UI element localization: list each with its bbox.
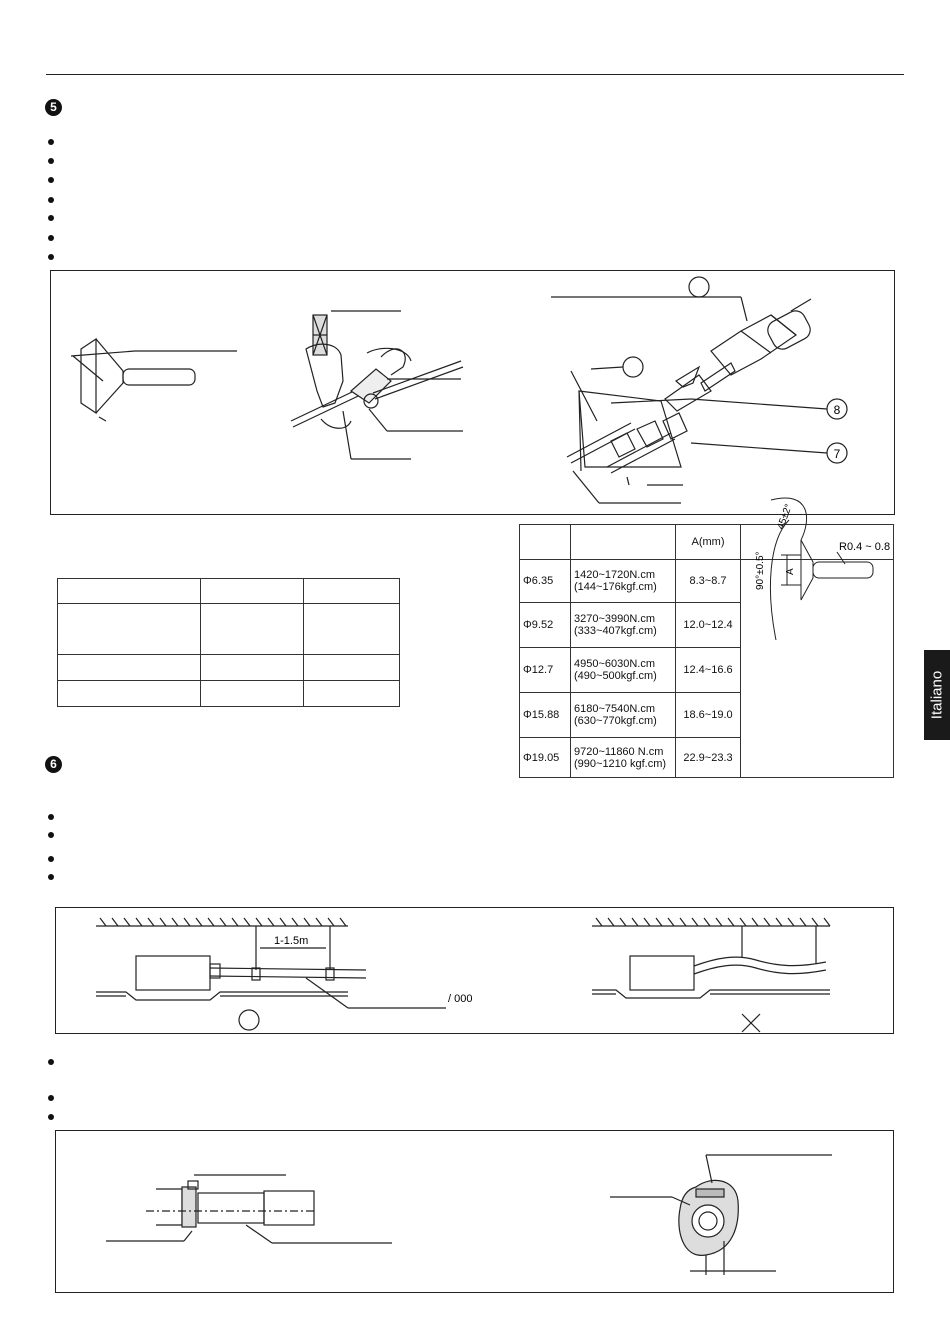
a-cell: 22.9~23.3 [676, 738, 741, 778]
language-tab[interactable] [924, 650, 950, 740]
empty-table [57, 578, 400, 707]
size-cell: Φ6.35 [520, 560, 571, 603]
header-rule [46, 74, 904, 75]
flare-profile-drawing [741, 460, 891, 660]
figure-insulation [55, 1130, 894, 1293]
a-cell: 8.3~8.7 [676, 560, 741, 603]
flare-profile-cell [741, 502, 894, 778]
table-row [520, 560, 894, 603]
flare-angle-top: 45±2° [775, 502, 795, 532]
a-cell: 12.4~16.6 [676, 648, 741, 693]
header-a: A(mm) [676, 525, 741, 560]
bullet [48, 1095, 54, 1101]
torque-cell: 4950~6030N.cm (490~500kgf.cm) [571, 648, 676, 693]
a-cell: 18.6~19.0 [676, 693, 741, 738]
bullet [48, 874, 54, 880]
bullet [48, 832, 54, 838]
pipe-support-drawing [56, 908, 895, 1035]
bullet [48, 856, 54, 862]
figure-pipe-support [55, 907, 894, 1034]
bullet [48, 1114, 54, 1120]
torque-cell: 9720~11860 N.cm (990~1210 kgf.cm) [571, 738, 676, 778]
flare-a-mark: A [785, 568, 796, 575]
torque-cell: 6180~7540N.cm (630~770kgf.cm) [571, 693, 676, 738]
flare-radius: R0.4 ~ 0.8 [839, 541, 891, 553]
bullet [48, 139, 54, 145]
a-cell: 12.0~12.4 [676, 603, 741, 648]
bullet [48, 177, 54, 183]
size-cell: Φ19.05 [520, 738, 571, 778]
span-label: 1-1.5m [274, 935, 309, 947]
language-tab-label: Italiano [928, 670, 946, 720]
bullet [48, 254, 54, 260]
step-5-badge: 5 [45, 99, 62, 116]
bullet [48, 215, 54, 221]
callout-7: 7 [833, 447, 841, 461]
flare-angle-side: 90°±0.5° [755, 551, 766, 590]
bullet [48, 197, 54, 203]
step-6-badge: 6 [45, 756, 62, 773]
bullet [48, 1059, 54, 1065]
bullet [48, 158, 54, 164]
size-cell: Φ12.7 [520, 648, 571, 693]
callout-8: 8 [833, 403, 841, 417]
size-cell: Φ15.88 [520, 693, 571, 738]
leader-label: / 000 [448, 993, 473, 1005]
torque-table [519, 502, 894, 778]
insulation-drawing [56, 1131, 895, 1294]
size-cell: Φ9.52 [520, 603, 571, 648]
torque-cell: 1420~1720N.cm (144~176kgf.cm) [571, 560, 676, 603]
bullet [48, 235, 54, 241]
bullet [48, 814, 54, 820]
torque-cell: 3270~3990N.cm (333~407kgf.cm) [571, 603, 676, 648]
